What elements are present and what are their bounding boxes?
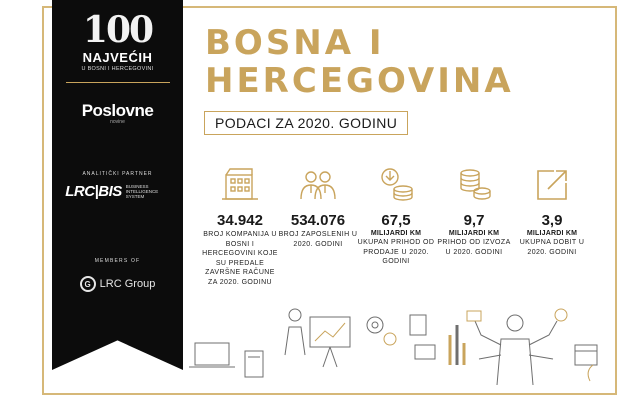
subtitle-box: PODACI ZA 2020. GODINU — [204, 111, 408, 135]
stat-description: UKUPNA DOBIT U 2020. GODINI — [519, 239, 585, 256]
stat-unit: MILIJARDI KM — [370, 230, 422, 237]
group-logo — [80, 276, 156, 292]
businessman-icon — [507, 315, 523, 331]
banner-content — [52, 0, 183, 340]
title-line-1: BOSNA I — [205, 23, 385, 63]
stat-revenue — [356, 165, 436, 267]
stat-description: PRIHOD OD IZVOZA U 2020. GODINI — [437, 239, 511, 256]
calculator-icon — [245, 351, 263, 377]
coins-stack-icon — [454, 165, 494, 205]
building-icon — [220, 165, 260, 205]
easel-chart-icon — [310, 317, 350, 347]
stat-companies — [200, 165, 280, 287]
stats-row — [200, 165, 590, 305]
logo-100: 100 — [82, 9, 153, 51]
partner-name: LRC|BIS — [65, 183, 122, 200]
stat-unit: MILIJARDI KM — [448, 230, 500, 237]
laptop-icon — [195, 343, 229, 365]
stat-value: 9,7 — [463, 212, 485, 229]
gear-icon — [367, 317, 383, 333]
logo-subtitle: U BOSNI I HERCEGOVINI — [81, 66, 154, 72]
publication-sub: novine — [110, 119, 125, 125]
stat-value: 67,5 — [381, 212, 411, 229]
group-mark-icon: G — [80, 276, 96, 292]
partner-description: BUSINESS INTELLIGENCE SYSTEM — [125, 184, 159, 199]
stat-export — [434, 165, 514, 257]
stat-value: 3,9 — [541, 212, 563, 229]
stat-value: 34.942 — [217, 212, 263, 229]
growth-arrow-icon — [532, 165, 572, 205]
stat-employees — [278, 165, 358, 249]
members-label: MEMBERS OF — [94, 258, 141, 264]
document-icon — [410, 315, 426, 335]
coins-download-icon — [376, 165, 416, 205]
partner-label: ANALITIČKI PARTNER — [82, 171, 153, 177]
stat-description: BROJ ZAPOSLENIH U 2020. GODINI — [278, 231, 358, 248]
page-title — [205, 24, 514, 100]
banner-divider — [66, 82, 170, 83]
stat-description: UKUPAN PRIHOD OD PRODAJE U 2020. GODINI — [357, 239, 435, 265]
stat-description: BROJ KOMPANIJA U BOSNI I HERCEGOVINI KOJE SU PREDALE ZAVRŠNE RAČUNE ZA 2020. GODINU — [202, 231, 278, 286]
publication-logo: Poslovne — [81, 101, 154, 120]
stat-value: 534.076 — [290, 212, 346, 229]
calendar-icon — [575, 345, 597, 365]
stat-profit — [512, 165, 592, 257]
stat-unit: MILIJARDI KM — [526, 230, 578, 237]
logo-title: NAJVEĆIH — [82, 50, 153, 65]
group-name: LRC Group — [99, 278, 156, 290]
employees-icon — [298, 165, 338, 205]
partner-logo — [65, 183, 170, 200]
business-illustration — [185, 285, 610, 393]
title-line-2: HERCEGOVINA — [205, 61, 514, 101]
